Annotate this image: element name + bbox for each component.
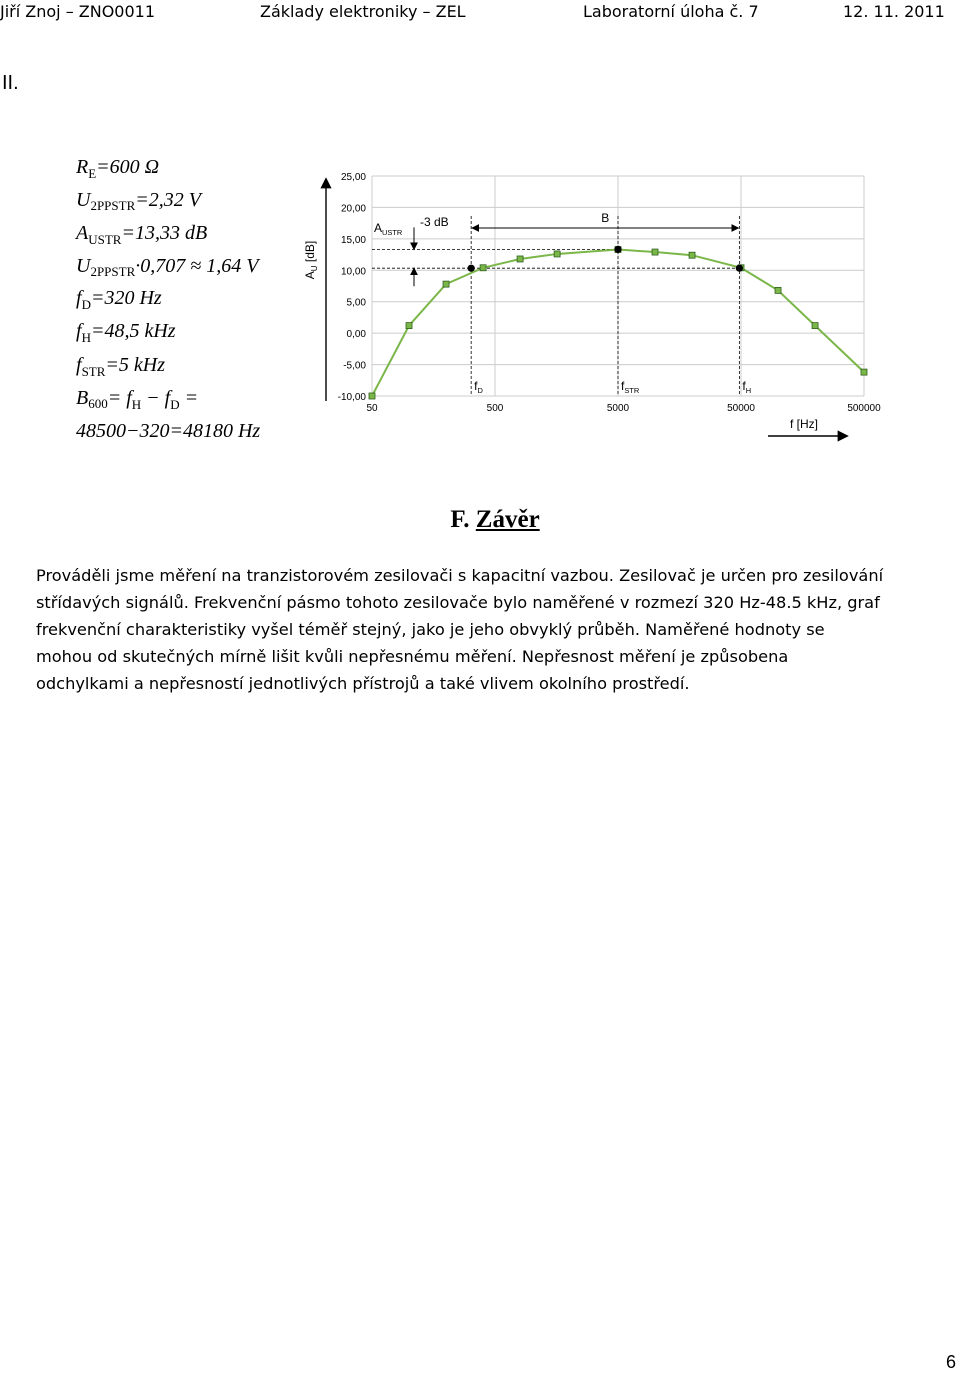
section-heading (0, 506, 960, 534)
header-task: Laboratorní úloha č. 7 (583, 2, 759, 21)
formula-result: 48500−320=48180 Hz (76, 420, 261, 443)
header-subject: Základy elektroniky – ZEL (260, 2, 466, 21)
formula-re: $R_E=600$ Ω (76, 156, 160, 181)
formula-fstr: $f_{STR}=5$ kHz (76, 353, 166, 379)
text-line: střídavých signálů. Frekvenční pásmo tohoto zesilovače bylo naměřené v rozmezí 320 Hz-48.5 kHz, graf (36, 593, 880, 612)
data-point (443, 281, 449, 287)
data-point (861, 369, 867, 375)
formula-b600: $B_{600}= f_H - f_D$ = (76, 387, 199, 413)
section-letter: F. (450, 506, 470, 533)
x-tick-label: 500 (486, 403, 504, 414)
text-line: frekvenční charakteristiky vyšel téměř stejný, jako je jeho obvyklý průběh. Naměřené hodnoty se (36, 620, 825, 639)
annotation-fh: $f_H$ (742, 379, 752, 395)
formula-fh: $f_H=48,5$ kHz (76, 320, 176, 346)
formula-fd: $f_D=320$ Hz (76, 287, 162, 313)
x-tick-label: 50000 (727, 403, 755, 414)
y-tick-label: 10,00 (340, 266, 366, 278)
y-tick-label: 0,00 (346, 329, 366, 341)
data-point (812, 323, 818, 329)
data-point (517, 256, 523, 262)
y-tick-label: -10,00 (337, 392, 366, 403)
annotation-fd: $f_D$ (474, 379, 483, 395)
text-line: mohou od skutečných mírně lišit kvůli nepřesnému měření. Nepřesnost měření je způsobena (36, 647, 789, 666)
y-tick-label: 15,00 (340, 234, 366, 246)
section-name: Závěr (475, 506, 540, 533)
x-tick-label: 500000 (847, 403, 881, 414)
chart-axes (326, 180, 846, 436)
conclusion-paragraph (36, 562, 960, 697)
y-tick-label: -5,00 (343, 360, 366, 372)
x-tick-label: 50 (366, 403, 378, 414)
data-point (775, 287, 781, 293)
y-tick-label: 5,00 (346, 297, 366, 309)
formula-austr: $A_{USTR}=13,33$ dB (76, 221, 208, 247)
data-point (480, 265, 486, 271)
key-point (468, 265, 475, 272)
annotation-fstr: $f_{STR}$ (621, 379, 640, 395)
key-point (614, 246, 621, 253)
annotation-minus3db: -3 dB (420, 215, 449, 229)
formula-u2ppstr: $U_{2PPSTR}=2,32$ V (76, 189, 201, 214)
section-number: II. (2, 72, 19, 94)
text-line: Prováděli jsme měření na tranzistorovém zesilovači s kapacitní vazbou. Zesilovač je určen pro zesilování (36, 566, 884, 585)
data-point (652, 249, 658, 255)
header-author: Jiří Znoj – ZNO0011 (0, 2, 156, 21)
key-point (736, 265, 743, 272)
data-point (689, 252, 695, 258)
data-point (369, 393, 375, 399)
data-point (406, 323, 412, 329)
x-axis-label: f [Hz] (790, 417, 819, 431)
annotation-austr: $A_{USTR}$ (374, 221, 403, 237)
y-tick-label: 20,00 (340, 203, 366, 215)
frequency-response-chart (290, 160, 890, 460)
formula-u707: $U_{2PPSTR}\cdot 0,707 \approx 1,64$ V (76, 254, 259, 279)
data-point (554, 251, 560, 257)
page-header (0, 2, 960, 24)
page-number: 6 (945, 1352, 956, 1372)
y-tick-label: 25,00 (340, 172, 366, 183)
formula-block (76, 154, 306, 445)
header-date: 12. 11. 2011 (843, 2, 945, 21)
annotation-bandwidth: B (601, 211, 610, 225)
y-axis-label: $A_U$ [dB] (303, 240, 319, 280)
text-line: odchylkami a nepřesností jednotlivých přístrojů a také vlivem okolního prostředí. (36, 674, 690, 693)
x-tick-label: 5000 (606, 403, 630, 414)
